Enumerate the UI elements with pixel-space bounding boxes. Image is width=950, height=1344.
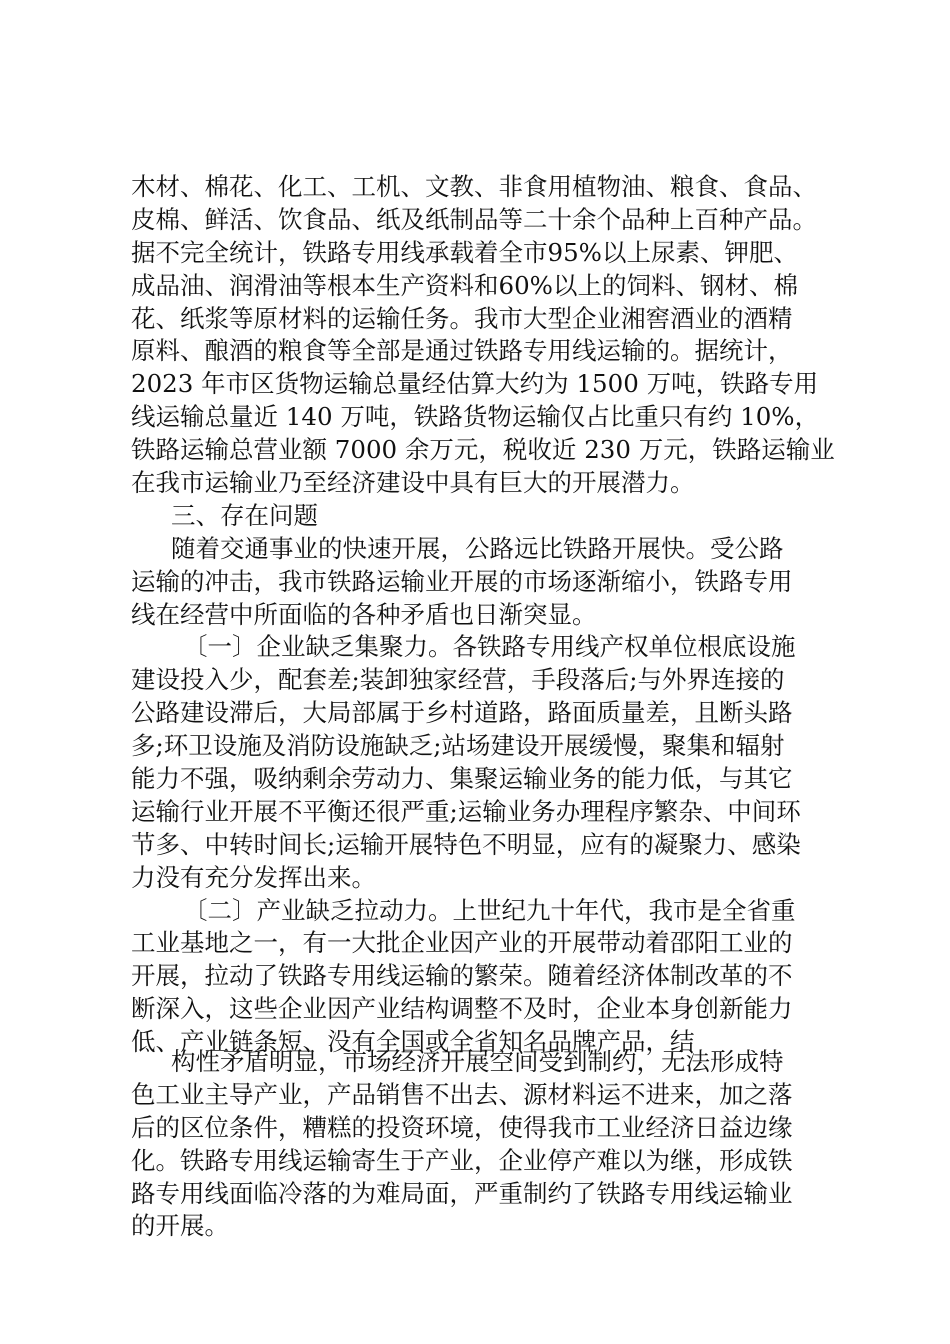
- text-line: 工业基地之一，有一大批企业因产业的开展带动着邵阳工业的: [131, 928, 793, 958]
- body-text-top: [131, 171, 835, 1059]
- subsection-heading: 〔一〕企业缺乏集聚力。各铁路专用线产权单位根底设施: [183, 632, 796, 662]
- text-line: 建设投入少，配套差;装卸独家经营，手段落后;与外界连接的: [131, 665, 785, 695]
- section-heading: 三、存在问题: [171, 500, 318, 530]
- text-line: 的开展。: [131, 1211, 229, 1241]
- text-line: 断深入，这些企业因产业结构调整不及时，企业本身创新能力: [131, 994, 793, 1024]
- text-line: 力没有充分发挥出来。: [131, 862, 376, 892]
- text-line: 色工业主导产业，产品销售不出去、源材料运不进来，加之落: [131, 1079, 793, 1109]
- text-line: 运输的冲击，我市铁路运输业开展的市场逐渐缩小，铁路专用: [131, 566, 793, 596]
- body-text-bottom: [131, 1046, 831, 1243]
- text-line: 能力不强，吸纳剩余劳动力、集聚运输业务的能力低，与其它: [131, 764, 793, 794]
- text-line: 成品油、润滑油等根本生产资料和60%以上的饲料、钢材、棉: [131, 270, 798, 300]
- text-line: 铁路运输总营业额 7000 余万元，税收近 230 万元，铁路运输业: [131, 435, 835, 465]
- paragraph-first-line: 构性矛盾明显，市场经济开展空间受到制约，无法形成特: [171, 1047, 784, 1076]
- text-line: 化。铁路专用线运输寄生于产业，企业停产难以为继，形成铁: [131, 1145, 793, 1175]
- paragraph-first-line: 随着交通事业的快速开展，公路远比铁路开展快。受公路: [171, 533, 784, 563]
- text-line: 2023 年市区货物运输总量经估算大约为 1500 万吨，铁路专用: [131, 369, 819, 399]
- text-line: 路专用线面临冷落的为难局面，严重制约了铁路专用线运输业: [131, 1178, 793, 1208]
- text-line: 多;环卫设施及消防设施缺乏;站场建设开展缓慢，聚集和辐射: [131, 731, 785, 761]
- text-line: 在我市运输业乃至经济建设中具有巨大的开展潜力。: [131, 468, 695, 498]
- text-line: 据不完全统计，铁路专用线承载着全市95%以上尿素、钾肥、: [131, 237, 798, 267]
- text-line: 线在经营中所面临的各种矛盾也日渐突显。: [131, 599, 597, 629]
- text-line: 花、纸浆等原材料的运输任务。我市大型企业湘窖酒业的酒精: [131, 303, 793, 333]
- text-line: 线运输总量近 140 万吨，铁路货物运输仅占比重只有约 10%，: [131, 402, 820, 432]
- text-line: 运输行业开展不平衡还很严重;运输业务办理程序繁杂、中间环: [131, 796, 801, 826]
- text-line: 皮棉、鲜活、饮食品、纸及纸制品等二十余个品种上百种产品。: [131, 204, 817, 234]
- text-line: 公路建设滞后，大局部属于乡村道路，路面质量差，且断头路: [131, 698, 793, 728]
- text-line: 开展，拉动了铁路专用线运输的繁荣。随着经济体制改革的不: [131, 961, 793, 991]
- text-line: 节多、中转时间长;运输开展特色不明显，应有的凝聚力、感染: [131, 829, 801, 859]
- text-line: 后的区位条件，糟糕的投资环境，使得我市工业经济日益边缘: [131, 1112, 793, 1142]
- text-line: 低、产业链条短、没有全国或全省知名品牌产品，结: [131, 1027, 695, 1057]
- subsection-heading: 〔二〕产业缺乏拉动力。上世纪九十年代，我市是全省重: [183, 895, 796, 925]
- text-line: 原料、酿酒的粮食等全部是通过铁路专用线运输的。据统计，: [131, 336, 793, 366]
- text-line: 木材、棉花、化工、工机、文教、非食用植物油、粮食、食品、: [131, 172, 817, 201]
